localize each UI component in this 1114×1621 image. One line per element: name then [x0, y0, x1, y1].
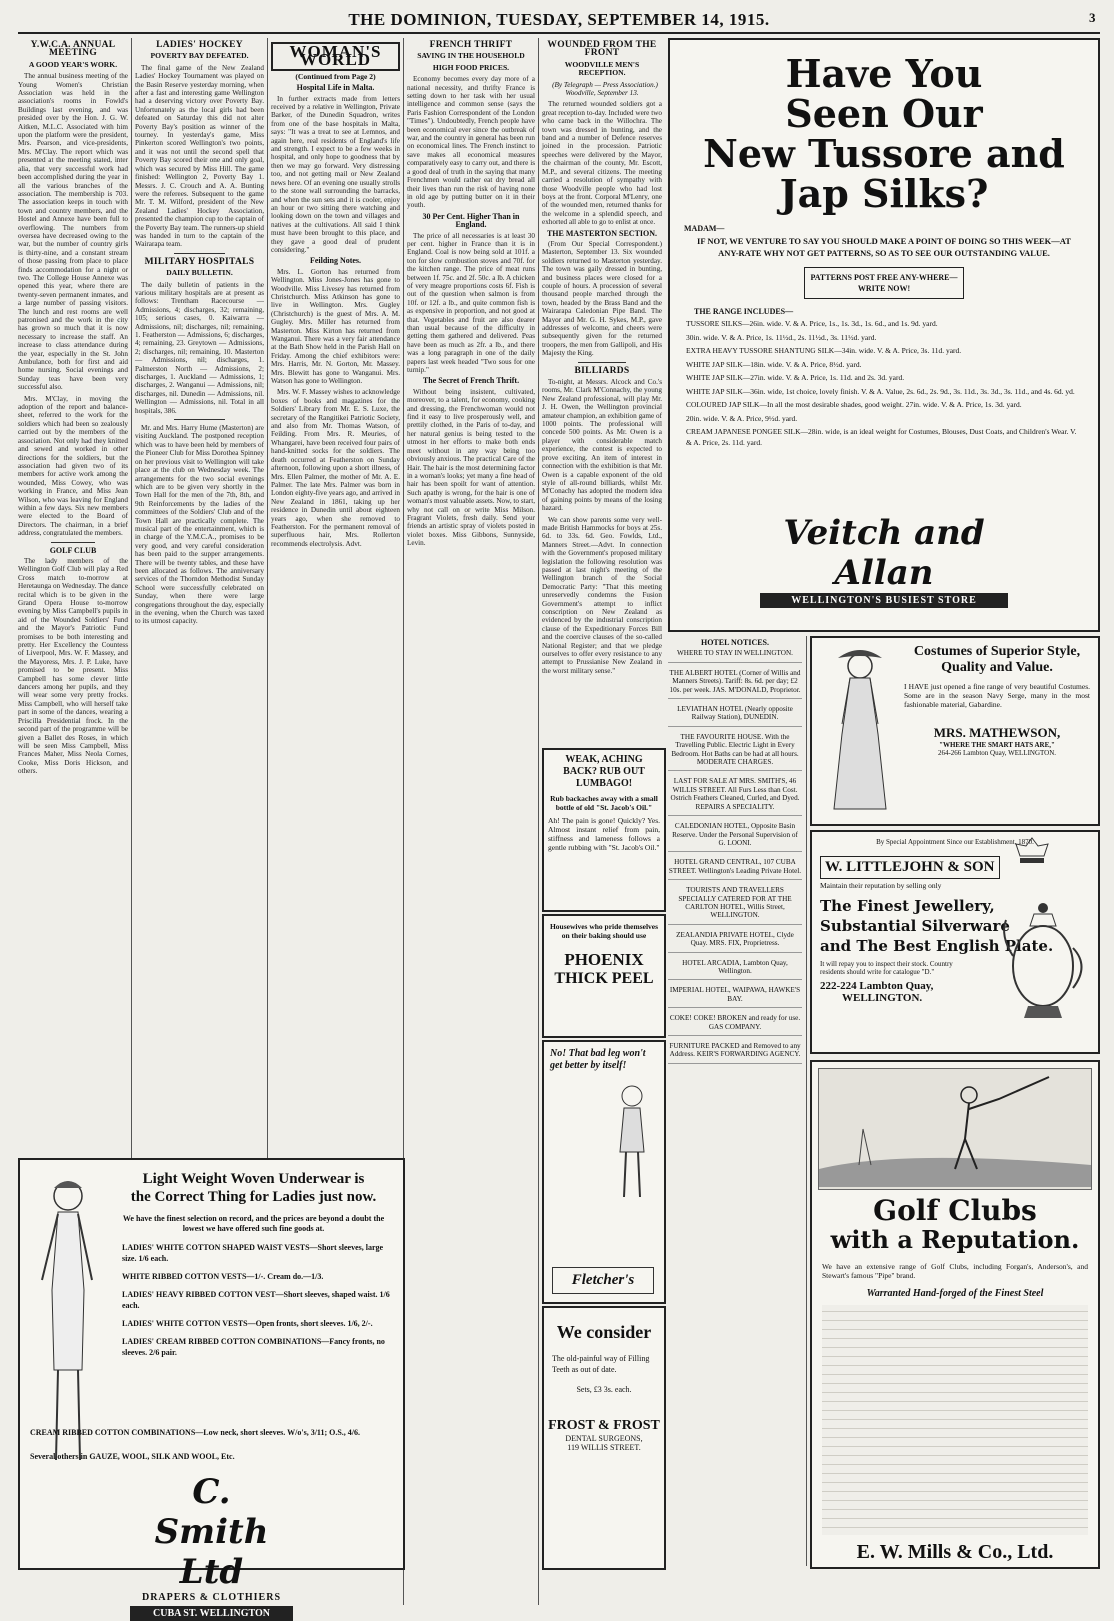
crest-icon: [1012, 836, 1052, 871]
brand-location: CUBA ST. WELLINGTON: [130, 1606, 293, 1621]
article-subheading: (Continued from Page 2): [295, 71, 376, 81]
article-body: Without being insistent, cultivated, moreover, to a talent, for economy, cooking and dressing, the Frenchwoman would not find it easy to live prosperously well, and prettily clothed, in the Paris of to-day, and her natural genius is being tested to the utmost in her efforts to make both ends meet without in any way being too obviously anxious. The practical Care of the Hair. The hair is the most determining factor in a woman's looks; yet many a fine head of hair has been spoilt for want of attention. Such apathy is wrong, for the hair is one of woman's most valuable assets. Now, to start, why not call on or write Miss Milson. Fragrant Violets, fresh daily. Send your friends an artistic spray of violets posted in violet boxes. Miss Gibbons, Sunnyside, Levin.: [407, 387, 536, 548]
price-item: LADIES' WHITE COTTON SHAPED WAIST VESTS—Short sleeves, large size. 1/6 each.: [122, 1243, 384, 1263]
price-item: WHITE JAP SILK—36in. wide, 1st choice, lovely finish. V. & A. Value, 2s. 6d., 2s. 9d., 3s. 11d., 3s. 3d., 3s. 11d., and 4s. 6d. yd.: [686, 386, 1075, 396]
notices-heading: HOTEL NOTICES.: [700, 638, 770, 647]
veitch-logo: [760, 513, 1008, 608]
ad-body: I HAVE just opened a fine range of very beautiful Costumes. Some are in the season Navy Serge, many in the most fashionable material, Gabardine.: [904, 682, 1090, 709]
ad-line: Substantial Silverware: [820, 917, 1010, 935]
masthead-title: THE DOMINION, TUESDAY, SEPTEMBER 14, 1915.: [348, 10, 770, 29]
notice-item: HOTEL ARCADIA, Lambton Quay, Wellington.: [668, 959, 802, 981]
notice-item: THE ALBERT HOTEL (Corner of Willis and Manners Streets). Tariff: 8s. 6d. per day; £2 10s. per week. JAS. M'DONALD, Proprietor.: [668, 669, 802, 699]
article-body: Mrs. W. F. Massey wishes to acknowledge boxes of books and magazines for the Soldiers' Library from Mr. E. S. Luxe, the secretary of the Rangitikei Patriotic Society, and also from Mr. Thomas Watson, of Feilding. From Mrs. R. Meuries, of Whangarei, have been received four pairs of hand-knitted socks for the soldiers. The death occurred at Featherston on Sunday afternoon, following upon a short illness, of Mrs. Ellen Palmer, the mother of Mr. A. E. Palmer. The late Mrs. Palmer was born in London eighty-five years ago, and arrived in New Zealand in 1861, taking up her residence in Dunedin until about eighteen years ago, when she removed to Featherston. For the permanent removal of superfluous hair, Mrs. Rollerton recommends electrolysis. Advt.: [271, 388, 400, 548]
headline-line: Have You: [785, 51, 983, 96]
price-list: [686, 319, 1082, 448]
ad-tagline: "WHERE THE SMART HATS ARE,": [939, 741, 1055, 749]
column-5: [542, 38, 662, 738]
ad-subheadline: Rub backaches away with a small bottle of old "St. Jacob's Oil.": [550, 794, 658, 812]
article-body: The lady members of the Wellington Golf Club will play a Red Cross match to-morrow at Heretaunga on Wednesday. The dance recital which is to be given in the Grand Opera House to-morrow evening by Miss Campbell's pupils in aid of the Wounded Soldiers' Fund and the Mayor's Patriotic Fund promises to be both interesting and pretty. Her Excellency the Countess of Liverpool, Mrs. W. F. Massey, and the Mayoress, Mrs. J. P. Luke, have promised to be present. Miss Campbell has some clever little dancers among her pupils, and they will wear some very pretty frocks. Miss Campbell, who will herself take part in some of the dances, wearing a Priscilla Presidential frock. In the second part of the programme will be given a Ballet des Roses, in which will be seen Miss Campbell, Miss Frances Maher, Miss Neola Cornes, Cooke, Miss Doris Hickson, and others.: [18, 556, 128, 776]
article-body: The returned wounded soldiers got a great reception to-day. Included were two who came back in the Willochra. The town was dressed in bunting, and the band and a number of Defence reserves joined in the procession. Patriotic speeches were delivered by the Mayor, the chairman of the county, Mr. Escott, M.P., and several citizens. The meeting carried a resolution of sympathy with those Woodville people who had lost boys at the front. Corporal M'Lenry, one of the wounded men, returned thanks for the welcome in a splendid speech, and exhorted all able to go to enlist at once.: [542, 100, 662, 227]
article-body: The annual business meeting of the Young Women's Christian Association was held in the association's rooms in Fowld's Buildings last evening, and was presided over by the Hon. J. G. W. Aitken, M.L.C. Associated with him upon the platform were the president, Mrs. Pearson, and vice-presidents, Mrs. M'Clay. The report which was presented at the meeting stated, inter alia, that very successful work had been accomplished during the year in all the various branches of the association. The membership is 703. The association keeps in touch with town and country members, and the Hostel and Annexe have been full to overflowing. The numbers from oversea have decreased owing to the war, but the number of country girls is thirty-nine, and a constant stream of those passing from place to place finds accommodation for a night or two. The College House Annexe was opened this year, where there are twenty-seven permanent inmates, and a large number of passing visitors. The lunch and rest rooms are well patronised and the work in the city has grown so much that it is now necessary to increase the staff. An increase to class attendance during the year, especially in the St. John Ambulance, both for first and aid home nursing. Social evenings and Sunday teas have been very successful also.: [18, 72, 128, 392]
notice-item: TOURISTS AND TRAVELLERS SPECIALLY CATERED FOR AT THE CARLTON HOTEL, Willis Street, WELLINGTON.: [668, 886, 802, 925]
divider: [174, 419, 226, 420]
notice-item: LEVIATHAN HOTEL (Nearly opposite Railway Station), DUNEDIN.: [668, 705, 802, 727]
ad-emphasis: Warranted Hand-forged of the Finest Steel: [866, 1288, 1044, 1299]
article-heading: Feilding Notes.: [309, 256, 362, 266]
boy-illustration: [604, 1082, 660, 1207]
price-item: LADIES' CREAM RIBBED COTTON COMBINATIONS—Fancy fronts, no sleeves. 2/6 pair.: [122, 1337, 385, 1357]
masthead: [18, 8, 1100, 34]
ad-body: Maintain their reputation by selling only: [820, 881, 942, 890]
notice-item: LAST FOR SALE AT MRS. SMITH'S, 46 WILLIS STREET. All Furs Less than Cost. Ostrich Feathers Cleaned, Curled, and Dyed. REPAIRS A SPECIALITY.: [668, 777, 802, 816]
divider: [174, 253, 226, 254]
price-item: WHITE JAP SILK—27in. wide. V. & A. Price, 1s. 11d. and 2s. 3d. yard.: [686, 373, 905, 382]
ad-phoenix-peel: [542, 914, 666, 1038]
article-heading: The Secret of French Thrift.: [422, 376, 520, 386]
article-body: Mr. and Mrs. Harry Hume (Masterton) are visiting Auckland. The postponed reception which was to have been held by members of the Pioneer Club for Miss Dorothea Spinney on her previous visit to Wellington will take place at the club on Wednesday week. The arrangements for the two social evenings which are to be given very shortly in the Town Hall for the men of the 7th, 8th, and 9th Reinforcements by the ladies of the committees of the Soldiers' Club and of the Town Hall are practically complete. The musical part of the entertainment, which is in charge of the Y.M.C.A., promises to be very good, and very careful consideration has been paid to the supper arrangements. There will be twenty tables, and these have been allocated as follows. The anniversary services of the Thorndon Methodist Sunday School were successfully celebrated on Sunday, when there were large congregations throughout the day, especially in the evening, when the Church was taxed to its utmost capacity.: [135, 424, 264, 626]
golfer-illustration: [818, 1068, 1092, 1190]
smith-logo: [130, 1472, 293, 1621]
headline-line: Jap Silks?: [779, 171, 989, 216]
column-2: [135, 38, 264, 1188]
brand-tagline: DRAPERS & CLOTHIERS: [141, 1592, 282, 1603]
royal-appointment: By Special Appointment Since our Establishment, 1870.: [876, 838, 1034, 846]
price-item: CREAM JAPANESE PONGEE SILK—28in. wide, is an ideal weight for Costumes, Blouses, Dust Coats, and Children's Wear. V. & A. Price, 2s. 11d. yard.: [686, 427, 1077, 447]
price-item: 30in. wide. V. & A. Price, 1s. 11½d., 2s. 11½d., 3s. 11½d. yard.: [686, 332, 877, 342]
headline-line: Seen Our: [785, 91, 983, 136]
price-item: COLOURED JAP SILK—In all the most desirable shades, good weight. 27in. wide. V. & A. Price, 1s. 3d. yard.: [686, 400, 1022, 409]
advertiser-name: W. LITTLEJOHN & SON: [820, 856, 1000, 879]
ad-headline: WEAK, ACHING BACK? RUB OUT LUMBAGO!: [563, 754, 645, 789]
ad-address: 119 WILLIS STREET.: [567, 1443, 641, 1452]
article-subheading: HIGH FOOD PRICES.: [432, 62, 510, 72]
price-item: WHITE RIBBED COTTON VESTS—1/-. Cream do.—1/3.: [122, 1272, 324, 1281]
article-heading: MILITARY HOSPITALS: [144, 256, 255, 267]
notice-item: IMPERIAL HOTEL, WAIPAWA, HAWKE'S BAY.: [668, 986, 802, 1008]
article-body: We can show parents some very well-made British Hammocks for boys at 25s. 6d. to 33s. 6d. Geo. Fowlds, Ltd., Manners Street.—Advt. In connection with the Government's proposed military legislation the following resolution was passed at last night's meeting of the Wellington branch of the Social Democratic Party: "That this meeting unreservedly condemns the Fusion Government's attempt to inflict conscription on New Zealand as evidenced by the industrial conscription clause of the Expeditionary Forces Bill and the coercive clauses of the so-called National Register; and that we pledge ourselves to offer every resistance to any attempt to Prussianise New Zealand in the worst military sense.": [542, 515, 662, 675]
ad-address: 222-224 Lambton Quay,: [820, 980, 934, 992]
teapot-illustration: [1000, 876, 1086, 1031]
ad-headline-1: Golf Clubs: [873, 1194, 1037, 1227]
ad-littlejohn: [810, 830, 1100, 1054]
ad-note: It will repay you to inspect their stock. Country residents should write for catalogue "D.": [820, 960, 953, 976]
ad-headline: Costumes of Superior Style, Quality and Value.: [913, 644, 1081, 675]
article-subheading: POVERTY BAY DEFEATED.: [150, 51, 249, 61]
article-body: Economy becomes every day more of a national necessity, and thrifty France is setting down to her task with her usual intelligence and common sense (says the Paris Fashion Correspondent of the London "Times"). Undoubtedly, French people have been economical ever since the outbreak of war, and the country in general has been run on economical lines. The French instinct to save makes all economical measures comparatively easy to carry out, and there is a good deal of truth in the saying that many Frenchmen would rather eat dry bread all their lives than run the risk of having none in old age by putting butter on it in their youth.: [407, 75, 535, 210]
price-item: LADIES' HEAVY RIBBED COTTON VEST—Short sleeves, shaped waist. 1/6 each.: [122, 1290, 390, 1310]
ad-headline: [670, 51, 1098, 216]
price-list: [122, 1242, 391, 1358]
notice-item: HOTEL GRAND CENTRAL, 107 CUBA STREET. Wellington's Leading Private Hotel.: [668, 858, 802, 880]
divider: [51, 542, 95, 543]
brand-name: C. Smith Ltd: [154, 1472, 269, 1592]
ad-body: We have an extensive range of Golf Clubs, including Forgan's, Anderson's, and Stewart's famous "Pipe" brand.: [822, 1262, 1088, 1280]
ad-city: WELLINGTON.: [842, 992, 923, 1004]
notice-list: [668, 649, 802, 1063]
notice-item: FURNITURE PACKED and Removed to any Address. KEIR'S FORWARDING AGENCY.: [668, 1042, 802, 1064]
ad-headline-2: the Correct Thing for Ladies just now.: [130, 1189, 377, 1205]
article-body: The price of all necessaries is at least 30 per cent. higher in France than it is in England. Coal is now being sold at 101f. a ton for slow combustion stoves and 70f. for the kitchen range. The price of meat runs between 1f. 75c. and 2f. 50c. a lb. A chicken of very meagre proportions costs 6f. Fish is out of the question when salmon is from 10f. or 12f. a lb., and quite common fish is as expensive in proportion, and not good at that. Vegetables and fruit are also dearer than usual because of the difficulty in getting them gathered and delivered. Peas have been as much as 2fr. a lb., and there was a long paragraph in one of the daily papers last week headed "Two sous for one turnip.": [407, 231, 535, 375]
ad-headline: No! That bad leg won't get better by itself!: [550, 1048, 646, 1071]
column-rule: [267, 38, 268, 1190]
ad-intro: Housewives who pride themselves on their baking should use: [549, 922, 659, 940]
page-number: 3: [1089, 10, 1096, 25]
ad-address: 264-266 Lambton Quay, WELLINGTON.: [937, 749, 1057, 757]
article-body: The final game of the New Zealand Ladies' Hockey Tournament was played on the Basin Reserve yesterday morning, when after a fast and interesting game Wellington had a deserving victory over Poverty Bay. Unfortunately as the local girls had been defeated on Saturday this did not alter Poverty Bay's position as winner of the tourney. In yesterday's game, Miss Pinkerton scored Wellington's two points, and it was not until the second spell that Poverty Bay scored their one and only goal, which was secured by Miss Hill. The game finished: Wellington 2, Poverty Bay 1. Messrs. J. C. Crouch and A. A. Bunting were the referees. Subsequent to the game Mr. T. M. Wilford, president of the New Zealand Ladies' Hockey Association, presented the champion cup to the captain of the Poverty Bay team. The runners-up shield was handed in turn to the captain of the Wairarapa team.: [135, 63, 264, 249]
price-item: EXTRA HEAVY TUSSORE SHANTUNG SILK—34in. wide. V. & A. Price, 3s. 11d. yard.: [686, 346, 962, 355]
article-heading: Hospital Life in Malta.: [296, 83, 375, 93]
article-body: To-night, at Messrs. Alcock and Co.'s rooms, Mr. Clark M'Connachy, the young New Zealand professional, will play Mr. J. H. Owen, the Wellington provincial amateur champion, an exhibition game of 1000 points. The professional will concede 500 points. As Mr. Owen is a player with considerable match experience, the contest is expected to prove exciting. An item of interest in connection with the exhibition is that Mr. Owen is a capable exponent of the old style of all-round billiards, whilst Mr. M'Conachy has adopted the modern idea of gaining points by means of the losing hazard.: [542, 378, 662, 513]
article-body: The daily bulletin of patients in the various military hospitals are at present as follows: Trentham Racecourse — Admissions, 4; discharges, 32; remaining, 105; serious cases, 0. Kaiwarra — Admissions, nil; discharges, nil; remaining, 1. Featherston — Admissions, 6; discharges, 4; remaining, 23. Greytown — Admissions, 2; discharges, nil; remaining, 10. Masterton — Admissions, nil; discharges, 1. Palmerston North — Admissions, 2; discharges, 1. Auckland — Admissions, 1; discharges, 2. Wanganui — Admissions, nil; discharges, nil. Dunedin — Admissions, nil. Wellington — Admissions, nil. Total in all hospitals, 386.: [135, 280, 264, 415]
brand-name: Fletcher's: [552, 1267, 654, 1294]
section-banner: WOMAN'S WORLD: [271, 42, 400, 71]
range-heading: THE RANGE INCLUDES—: [694, 307, 794, 316]
product-name: PHOENIX: [564, 950, 644, 969]
ad-price: Sets, £3 3s. each.: [576, 1385, 632, 1394]
article-body: (From Our Special Correspondent.) Masterton, September 13. Six wounded soldiers returned to Masterton yesterday. The town was gaily dressed in bunting, and business places were closed for a couple of hours. A procession of several thousand people marched through the town, headed by the Brass Band and the Wairarapa Caledonian Pipe Band. The Mayor and Mr. G. H. Sykes, M.P., gave addresses of welcome, and cheers were subsequently given for the returned troopers, the men from Gallipoli, and His Majesty the King.: [542, 239, 662, 358]
ad-combo-line: CREAM RIBBED COTTON COMBINATIONS—Low neck, short sleeves. W/o's, 3/11; O.S., 4/6.: [30, 1428, 361, 1437]
article-heading: GOLF CLUB: [49, 545, 97, 555]
article-heading: FRENCH THRIFT: [429, 40, 513, 50]
brand-name: Veitch and Allan: [783, 513, 985, 593]
notice-item: COKE! COKE! BROKEN and ready for use. GAS COMPANY.: [668, 1014, 802, 1036]
ad-line: and The Best English Plate.: [820, 937, 1054, 955]
article-subheading: WOODVILLE MEN'S RECEPTION.: [564, 59, 640, 78]
article-subheading: DAILY BULLETIN.: [166, 268, 233, 278]
notice-item: WHERE TO STAY IN WELLINGTON.: [668, 649, 802, 662]
article-body: Mrs. L. Gorton has returned from Wellington. Miss Jones-Jones has gone to Woodville. Miss Livesey has returned from Christchurch. Miss Atkinson has gone to live in Wellington. Mrs. Gugley (Christchurch) is the guest of Mrs. A. M. Gugley. Mrs. Miller has returned from Masterton. Miss Kirton has returned from Wanganui. There was a very fair attendance at the Bath Show held in the Parish Hall on Friday. Among the chief exhibitors were: Mrs. Harris, Mr. N. Gorton, Mr. Massey. Mrs. Blewitt has gone to Wanganui. Mrs. Watson has gone to Wellington.: [271, 267, 400, 386]
ad-tussore-silks: [668, 38, 1100, 632]
patterns-box: PATTERNS POST FREE ANY-WHERE—WRITE NOW!: [804, 267, 964, 299]
ad-headline-2: with a Reputation.: [830, 1225, 1080, 1254]
advertiser-name: FROST & FROST: [548, 1418, 660, 1433]
advertiser-title: DENTAL SURGEONS,: [565, 1434, 643, 1443]
hotel-notices: [668, 636, 807, 1566]
ad-line: The Finest Jewellery,: [820, 897, 995, 915]
article-subheading: SAVING IN THE HOUSEHOLD: [417, 51, 525, 61]
article-heading: 30 Per Cent. Higher Than in England.: [422, 211, 520, 230]
ad-lumbago: [542, 748, 666, 912]
notice-item: THE FAVOURITE HOUSE. With the Travelling Public. Electric Light in Every Bedroom. Hot Baths can be had at all hours. MODERATE CHARGES.: [668, 733, 802, 772]
column-rule: [131, 38, 132, 1190]
headline-line: New Tussore and: [703, 131, 1065, 176]
advertiser-name: E. W. Mills & Co., Ltd.: [856, 1541, 1054, 1563]
article-heading: Y.W.C.A. ANNUAL MEETING: [30, 40, 116, 59]
ad-others-line: Several others in GAUZE, WOOL, SILK AND WOOL, Etc.: [30, 1452, 235, 1461]
ad-intro: We have the finest selection on record, and the prices are beyond a doubt the lowest we have offered such fine goods at.: [122, 1214, 385, 1233]
price-item: 20in. wide. V. & A. Price, 9½d. yard.: [686, 413, 798, 423]
brand-tagline: WELLINGTON'S BUSIEST STORE: [760, 593, 1008, 608]
ad-bad-leg: [542, 1040, 666, 1304]
article-heading: THE MASTERTON SECTION.: [546, 228, 658, 238]
ad-fine-print: [822, 1305, 1088, 1535]
advertiser-name: MRS. MATHEWSON,: [933, 725, 1061, 740]
ad-golf-clubs: [810, 1060, 1100, 1569]
price-item: TUSSORE SILKS—26in. wide. V. & A. Price, 1s., 1s. 3d., 1s. 6d., and 1s. 9d. yard.: [686, 319, 938, 328]
ad-frost-dental: [542, 1306, 666, 1570]
product-name: THICK PEEL: [554, 970, 654, 987]
ad-headline-1: Light Weight Woven Underwear is: [142, 1171, 365, 1187]
article-body: In further extracts made from letters received by a relative in Wellington, Private Barker, of the Dunedin Squadron, writes from one of the base hospitals in Malta, says: "It was a treat to see at Lemnos, and again here, real residents of England's life and strength. I expect to be a few weeks in hospital, and only hope to goodness that by then we may go forward. Very distressing too, and not getting mail or New Zealand news here. Of an evening one usually strolls to the stone wall surrounding the barracks, and when the sun sets and it is cooler, enjoy an hour or two sitting there watching and looking down on the town and villages and natives at the cultivations. All said I think must have been brought to this place, and they gave a good deal of prudent considering.": [271, 94, 400, 254]
ad-body: Ah! The pain is gone! Quickly? Yes. Almost instant relief from pain, stiffness and lameness follows a gentle rubbing with "St. Jacob's Oil.": [548, 816, 660, 852]
ad-smith-underwear: [18, 1158, 405, 1619]
column-3: [271, 38, 400, 1188]
column-rule: [538, 38, 539, 1605]
column-1: [18, 38, 128, 1188]
article-body: Mrs. M'Clay, in moving the adoption of the report and balance-sheet, referred to the work for the soldiers which had been so zealously carried out by the members of the association. Not only had they knitted and sewed and worked in other directions for the soldiers, but the association had given two of its members for active work among the wounded, Miss Cowey, who was working in France, and Miss Jean Wilson, who was leaving for England within a few days. Six new members were elected to the Board of Directors. The chairman, in a brief address, congratulated the members.: [18, 394, 128, 538]
column-4: [407, 38, 535, 1603]
article-heading: LADIES' HOCKEY: [156, 40, 243, 50]
price-item: WHITE JAP SILK—18in. wide. V. & A. Price, 8½d. yard.: [686, 359, 862, 369]
article-subheading: A GOOD YEAR'S WORK.: [28, 59, 118, 69]
price-item: LADIES' WHITE COTTON VESTS—Open fronts, short sleeves. 1/6, 2/-.: [122, 1319, 373, 1328]
ad-body: The old-painful way of Filling Teeth as out of date.: [552, 1354, 650, 1374]
article-heading: BILLIARDS: [574, 365, 630, 376]
notice-item: ZEALANDIA PRIVATE HOTEL, Clyde Quay. MRS. FIX, Proprietress.: [668, 931, 802, 953]
ad-intro: IF NOT, WE VENTURE TO SAY YOU SHOULD MAKE A POINT OF DOING SO THIS WEEK—AT ANY-RATE WHY NOT GET PATTERNS, SO AS TO SEE OUR OUTSTANDING VALUE.: [697, 236, 1071, 258]
ad-salutation: MADAM—: [684, 224, 725, 233]
divider: [578, 362, 626, 363]
woman-illustration: [28, 1170, 106, 1470]
dateline: (By Telegraph — Press Association.) Woodville, September 13.: [552, 80, 658, 98]
article-heading: WOUNDED FROM THE FRONT: [547, 40, 657, 59]
ad-headline: We consider: [556, 1322, 652, 1342]
costume-illustration: [820, 644, 898, 814]
ad-mathewson: [810, 636, 1100, 826]
notice-item: CALEDONIAN HOTEL, Opposite Basin Reserve. Under the Personal Supervision of G. LOONI.: [668, 822, 802, 852]
